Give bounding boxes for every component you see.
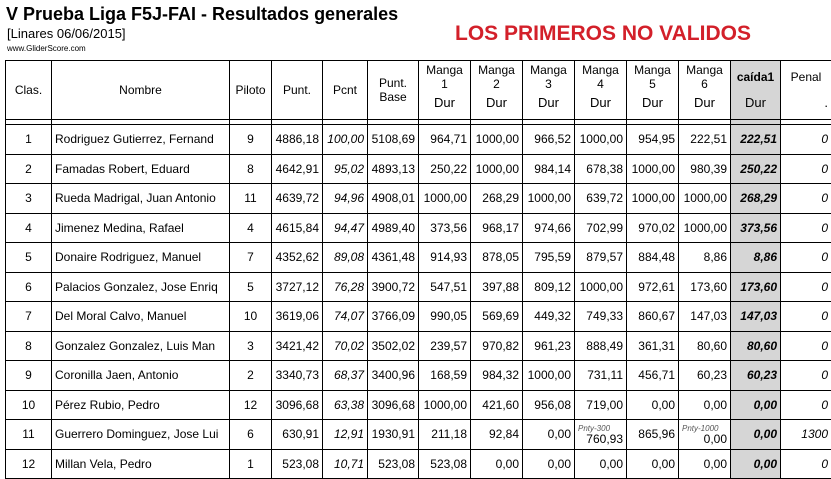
cell-manga-dur: 268,29	[471, 184, 523, 214]
cell-penal: 0	[781, 390, 831, 420]
col-header-penal: Penal	[781, 61, 831, 92]
cell-punt: 3619,06	[272, 302, 323, 332]
cell-manga-dur: 168,59	[419, 361, 471, 391]
cell-nombre: Gonzalez Gonzalez, Luis Man	[52, 331, 230, 361]
cell-punt: 3727,12	[272, 272, 323, 302]
cell-penal: 0	[781, 154, 831, 184]
cell-pcnt: 89,08	[323, 243, 368, 273]
cell-manga-dur: 397,88	[471, 272, 523, 302]
cell-punt: 523,08	[272, 449, 323, 479]
cell-manga-dur: 547,51	[419, 272, 471, 302]
cell-manga-dur: 8,86	[679, 243, 731, 273]
cell-manga-dur: 0,00	[679, 449, 731, 479]
cell-manga-dur: 961,23	[523, 331, 575, 361]
cell-penal: 0	[781, 449, 831, 479]
col-header-caida: caída1	[731, 61, 781, 92]
cell-punt-base: 5108,69	[368, 125, 419, 155]
cell-clas: 12	[6, 449, 52, 479]
brand-link[interactable]: www.GliderScore.com	[7, 44, 86, 53]
col-header-dur: Dur	[627, 91, 679, 120]
cell-punt-base: 523,08	[368, 449, 419, 479]
cell-piloto: 5	[230, 272, 272, 302]
cell-nombre: Rodriguez Gutierrez, Fernand	[52, 125, 230, 155]
cell-punt-base: 3900,72	[368, 272, 419, 302]
cell-manga-dur: 639,72	[575, 184, 627, 214]
col-header-manga-2: Manga 2	[471, 61, 523, 92]
cell-punt-base: 4893,13	[368, 154, 419, 184]
cell-punt: 4639,72	[272, 184, 323, 214]
table-row	[6, 390, 831, 420]
cell-manga-dur: 1000,00	[523, 184, 575, 214]
col-header-pcnt: Pcnt	[323, 61, 368, 120]
cell-manga-dur: 879,57	[575, 243, 627, 273]
cell-manga-dur: 449,32	[523, 302, 575, 332]
cell-caida: 373,56	[731, 213, 781, 243]
cell-manga-dur: 719,00	[575, 390, 627, 420]
cell-punt-base: 4361,48	[368, 243, 419, 273]
cell-pcnt: 70,02	[323, 331, 368, 361]
cell-penal: 0	[781, 361, 831, 391]
penalty-note: Pnty-1000	[682, 424, 727, 433]
cell-punt: 3340,73	[272, 361, 323, 391]
cell-manga-dur: 1000,00	[627, 154, 679, 184]
cell-manga-dur: 878,05	[471, 243, 523, 273]
cell-pcnt: 10,71	[323, 449, 368, 479]
cell-clas: 3	[6, 184, 52, 214]
cell-piloto: 9	[230, 125, 272, 155]
cell-manga-dur: 569,69	[471, 302, 523, 332]
cell-piloto: 11	[230, 184, 272, 214]
cell-nombre: Jimenez Medina, Rafael	[52, 213, 230, 243]
cell-pcnt: 94,47	[323, 213, 368, 243]
cell-punt: 4615,84	[272, 213, 323, 243]
table-row	[6, 125, 831, 155]
cell-pcnt: 63,38	[323, 390, 368, 420]
cell-nombre: Coronilla Jaen, Antonio	[52, 361, 230, 391]
col-header-punt-base: Punt. Base	[368, 61, 419, 120]
cell-manga-dur: 361,31	[627, 331, 679, 361]
cell-punt-base: 3502,02	[368, 331, 419, 361]
cell-pcnt: 95,02	[323, 154, 368, 184]
cell-manga-dur: 1000,00	[471, 154, 523, 184]
cell-manga-dur: 92,84	[471, 420, 523, 450]
cell-manga-dur: 0,00	[523, 449, 575, 479]
table-row	[6, 184, 831, 214]
cell-pcnt: 100,00	[323, 125, 368, 155]
cell-manga-dur: 80,60	[679, 331, 731, 361]
cell-punt: 630,91	[272, 420, 323, 450]
cell-piloto: 1	[230, 449, 272, 479]
cell-manga-dur: 147,03	[679, 302, 731, 332]
cell-manga-dur: 0,00	[627, 390, 679, 420]
cell-manga-dur: 0,00	[679, 390, 731, 420]
cell-manga-dur: 523,08	[419, 449, 471, 479]
cell-caida: 250,22	[731, 154, 781, 184]
cell-punt: 3096,68	[272, 390, 323, 420]
cell-manga-dur: 990,05	[419, 302, 471, 332]
cell-pcnt: 76,28	[323, 272, 368, 302]
cell-penal: 0	[781, 302, 831, 332]
cell-nombre: Del Moral Calvo, Manuel	[52, 302, 230, 332]
table-row	[6, 243, 831, 273]
cell-manga-dur	[679, 420, 731, 450]
cell-clas: 2	[6, 154, 52, 184]
manga-value: 760,93	[578, 433, 623, 445]
table-row	[6, 272, 831, 302]
cell-penal: 0	[781, 213, 831, 243]
cell-manga-dur	[575, 420, 627, 450]
col-header-caida-dur: Dur	[731, 91, 781, 120]
cell-manga-dur: 860,67	[627, 302, 679, 332]
cell-caida: 60,23	[731, 361, 781, 391]
col-header-nombre: Nombre	[52, 61, 230, 120]
cell-manga-dur: 1000,00	[575, 125, 627, 155]
col-header-dur: Dur	[575, 91, 627, 120]
col-header-punt: Punt.	[272, 61, 323, 120]
cell-caida: 8,86	[731, 243, 781, 273]
event-date-subtitle: [Linares 06/06/2015]	[7, 26, 126, 41]
cell-nombre: Rueda Madrigal, Juan Antonio	[52, 184, 230, 214]
cell-nombre: Donaire Rodriguez, Manuel	[52, 243, 230, 273]
cell-penal: 1300	[781, 420, 831, 450]
cell-punt-base: 4908,01	[368, 184, 419, 214]
cell-penal: 0	[781, 331, 831, 361]
penalty-note: Pnty-300	[578, 424, 623, 433]
cell-clas: 5	[6, 243, 52, 273]
cell-caida: 0,00	[731, 420, 781, 450]
cell-manga-dur: 984,14	[523, 154, 575, 184]
col-header-dur: Dur	[471, 91, 523, 120]
results-table	[5, 60, 831, 479]
cell-manga-dur: 966,52	[523, 125, 575, 155]
col-header-penal-dot: .	[781, 91, 831, 120]
cell-manga-dur: 954,95	[627, 125, 679, 155]
cell-clas: 9	[6, 361, 52, 391]
cell-punt-base: 1930,91	[368, 420, 419, 450]
cell-punt-base: 4989,40	[368, 213, 419, 243]
cell-manga-dur: 968,17	[471, 213, 523, 243]
cell-manga-dur: 972,61	[627, 272, 679, 302]
cell-manga-dur: 0,00	[627, 449, 679, 479]
cell-manga-dur: 60,23	[679, 361, 731, 391]
cell-manga-dur: 731,11	[575, 361, 627, 391]
table-row	[6, 154, 831, 184]
col-header-dur: Dur	[419, 91, 471, 120]
cell-caida: 147,03	[731, 302, 781, 332]
col-header-manga-5: Manga 5	[627, 61, 679, 92]
cell-manga-dur: 250,22	[419, 154, 471, 184]
cell-caida: 222,51	[731, 125, 781, 155]
cell-piloto: 4	[230, 213, 272, 243]
cell-manga-dur: 678,38	[575, 154, 627, 184]
cell-pcnt: 94,96	[323, 184, 368, 214]
cell-manga-dur: 1000,00	[627, 184, 679, 214]
cell-nombre: Millan Vela, Pedro	[52, 449, 230, 479]
cell-punt: 4352,62	[272, 243, 323, 273]
cell-penal: 0	[781, 184, 831, 214]
cell-pcnt: 74,07	[323, 302, 368, 332]
cell-caida: 268,29	[731, 184, 781, 214]
cell-manga-dur: 211,18	[419, 420, 471, 450]
cell-pcnt: 12,91	[323, 420, 368, 450]
cell-piloto: 6	[230, 420, 272, 450]
table-row	[6, 213, 831, 243]
cell-clas: 8	[6, 331, 52, 361]
cell-caida: 0,00	[731, 449, 781, 479]
cell-piloto: 3	[230, 331, 272, 361]
cell-caida: 173,60	[731, 272, 781, 302]
warning-notice: LOS PRIMEROS NO VALIDOS	[455, 22, 751, 46]
cell-manga-dur: 865,96	[627, 420, 679, 450]
cell-piloto: 2	[230, 361, 272, 391]
cell-manga-dur: 1000,00	[419, 390, 471, 420]
cell-manga-dur: 970,02	[627, 213, 679, 243]
header-row	[6, 61, 831, 92]
cell-manga-dur: 0,00	[523, 420, 575, 450]
cell-piloto: 7	[230, 243, 272, 273]
cell-caida: 80,60	[731, 331, 781, 361]
cell-pcnt: 68,37	[323, 361, 368, 391]
cell-manga-dur: 970,82	[471, 331, 523, 361]
cell-manga-dur: 884,48	[627, 243, 679, 273]
cell-manga-dur: 888,49	[575, 331, 627, 361]
cell-nombre: Pérez Rubio, Pedro	[52, 390, 230, 420]
cell-clas: 11	[6, 420, 52, 450]
results-body	[6, 125, 831, 479]
cell-manga-dur: 456,71	[627, 361, 679, 391]
cell-penal: 0	[781, 272, 831, 302]
col-header-manga-4: Manga 4	[575, 61, 627, 92]
cell-punt-base: 3096,68	[368, 390, 419, 420]
col-header-manga-3: Manga 3	[523, 61, 575, 92]
cell-clas: 1	[6, 125, 52, 155]
cell-manga-dur: 749,33	[575, 302, 627, 332]
cell-punt: 4886,18	[272, 125, 323, 155]
cell-manga-dur: 421,60	[471, 390, 523, 420]
cell-manga-dur: 1000,00	[679, 213, 731, 243]
cell-manga-dur: 702,99	[575, 213, 627, 243]
cell-manga-dur: 0,00	[575, 449, 627, 479]
col-header-dur: Dur	[523, 91, 575, 120]
cell-punt: 3421,42	[272, 331, 323, 361]
cell-punt-base: 3766,09	[368, 302, 419, 332]
cell-manga-dur: 222,51	[679, 125, 731, 155]
cell-manga-dur: 373,56	[419, 213, 471, 243]
col-header-piloto: Piloto	[230, 61, 272, 120]
cell-manga-dur: 956,08	[523, 390, 575, 420]
cell-manga-dur: 964,71	[419, 125, 471, 155]
cell-manga-dur: 1000,00	[471, 125, 523, 155]
cell-clas: 10	[6, 390, 52, 420]
cell-punt: 4642,91	[272, 154, 323, 184]
cell-manga-dur: 0,00	[471, 449, 523, 479]
col-header-manga-1: Manga 1	[419, 61, 471, 92]
cell-manga-dur: 1000,00	[523, 361, 575, 391]
cell-manga-dur: 239,57	[419, 331, 471, 361]
cell-punt-base: 3400,96	[368, 361, 419, 391]
table-row	[6, 361, 831, 391]
cell-piloto: 12	[230, 390, 272, 420]
cell-manga-dur: 809,12	[523, 272, 575, 302]
cell-piloto: 8	[230, 154, 272, 184]
cell-clas: 6	[6, 272, 52, 302]
cell-manga-dur: 795,59	[523, 243, 575, 273]
cell-clas: 4	[6, 213, 52, 243]
cell-manga-dur: 1000,00	[419, 184, 471, 214]
cell-manga-dur: 914,93	[419, 243, 471, 273]
cell-nombre: Famadas Robert, Eduard	[52, 154, 230, 184]
cell-manga-dur: 173,60	[679, 272, 731, 302]
cell-clas: 7	[6, 302, 52, 332]
cell-manga-dur: 984,32	[471, 361, 523, 391]
cell-piloto: 10	[230, 302, 272, 332]
col-header-dur: Dur	[679, 91, 731, 120]
table-row	[6, 331, 831, 361]
cell-caida: 0,00	[731, 390, 781, 420]
manga-value: 0,00	[682, 433, 727, 445]
cell-manga-dur: 1000,00	[679, 184, 731, 214]
table-row	[6, 420, 831, 450]
table-row	[6, 302, 831, 332]
col-header-clas: Clas.	[6, 61, 52, 120]
cell-penal: 0	[781, 125, 831, 155]
page-title: V Prueba Liga F5J-FAI - Resultados generales	[6, 4, 398, 25]
col-header-manga-6: Manga 6	[679, 61, 731, 92]
cell-manga-dur: 980,39	[679, 154, 731, 184]
cell-nombre: Palacios Gonzalez, Jose Enriq	[52, 272, 230, 302]
cell-manga-dur: 974,66	[523, 213, 575, 243]
cell-manga-dur: 1000,00	[575, 272, 627, 302]
cell-nombre: Guerrero Dominguez, Jose Lui	[52, 420, 230, 450]
cell-penal: 0	[781, 243, 831, 273]
